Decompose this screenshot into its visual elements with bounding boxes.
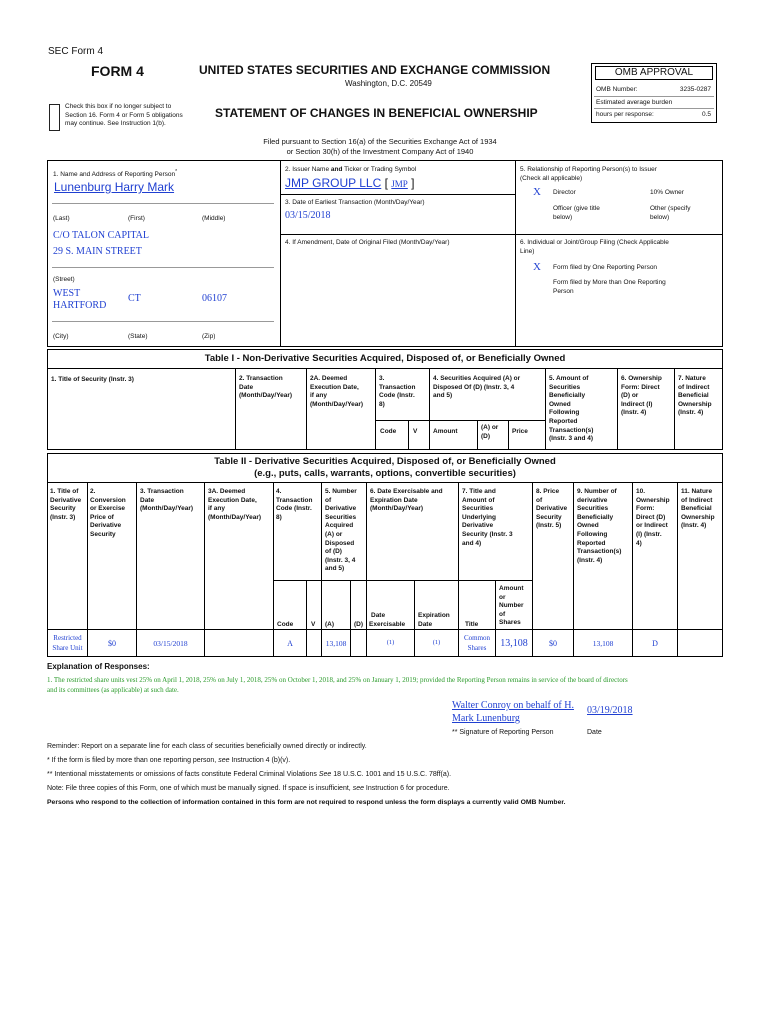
t1-code-header: Code [380,428,397,435]
t1-col2a-header: 2A. Deemed Execution Date, if any (Month/Day/Year) [310,375,364,408]
t2-sub-amount: Amount or Number of Shares [499,585,524,627]
ticker-symbol[interactable]: JMP [391,179,408,189]
box1-label: 1. Name and Address of Reporting Person* [53,169,178,179]
table-ii-title-1: Table II - Derivative Securities Acquired, Disposed of, or Beneficially Owned [214,456,556,467]
issuer-line: JMP GROUP LLC [ JMP ] [285,176,415,190]
street-label: (Street) [53,276,75,283]
statement-title: STATEMENT OF CHANGES IN BENEFICIAL OWNERSHIP [215,106,538,120]
one-person-label: Form filed by One Reporting Person [553,264,658,271]
t2-h4: 4. Transaction Code (Instr. 8) [276,488,313,521]
t2-sub-a: (A) [325,621,335,628]
explanation-footnote-1: 1. The restricted share units vest 25% on April 1, 2018, 25% on July 1, 2018, 25% on October 1, 2018, and 25% on January 1, 2019; provided the Reporting Person remains in service of the board of directors and its committees (as applicable) at such date. [47,676,628,694]
box4-label: 4. If Amendment, Date of Original Filed (Month/Day/Year) [285,239,450,246]
t1-col4-header: 4. Securities Acquired (A) or Disposed Of (D) (Instr. 3, 4 and 5) [433,375,521,400]
first-label: (First) [128,215,145,222]
t2-sub-title: Title [465,621,479,628]
box5-label-1: 5. Relationship of Reporting Person(s) to Issuer [520,166,657,173]
t1-aord-header: (A) or (D) [481,424,499,440]
omb-approval-title: OMB APPROVAL [595,66,713,80]
box6-label-1: 6. Individual or Joint/Group Filing (Check Applicable [520,239,669,246]
earliest-transaction-date: 03/15/2018 [285,210,331,221]
date-label: Date [587,729,602,736]
multi-person-label-1: Form filed by More than One Reporting [553,279,666,286]
table-ii-title-2: (e.g., puts, calls, warrants, options, convertible securities) [254,468,516,479]
t2-row-code: A [287,639,293,648]
t1-price-header: Price [512,428,528,435]
footnote-double-asterisk: ** Intentional misstatements or omissions of facts constitute Federal Criminal Violations See 18 U.S.C. 1001 and 15 U.S.C. 78ff(a). [47,771,452,778]
t2-h2: 2. Conversion or Exercise Price of Derivative Security [90,488,126,538]
filed-pursuant-line-2: or Section 30(h) of the Investment Company Act of 1940 [286,147,474,156]
box5-label-2: (Check all applicable) [520,175,583,182]
t2-h3a: 3A. Deemed Execution Date, if any (Month/Day/Year) [208,488,262,521]
director-check[interactable]: X [533,186,541,198]
commission-title: UNITED STATES SECURITIES AND EXCHANGE COMMISSION [199,63,551,77]
omb-hours-value: 0.5 [701,111,711,118]
t2-h11: 11. Nature of Indirect Beneficial Ownership (Instr. 4) [681,488,715,530]
t2-row-ownership-form: D [652,639,658,648]
omb-hours-label: hours per response: [596,111,654,118]
t2-sub-date-exercisable: Date Exercisable [369,612,406,628]
t2-h5: 5. Number of Derivative Securities Acquired (A) or Disposed of (D) (Instr. 3, 4 and 5) [325,488,357,573]
t1-col1-header: 1. Title of Security (Instr. 3) [51,376,134,383]
t1-col7-header: 7. Nature of Indirect Beneficial Ownership (Instr. 4) [678,375,712,417]
city-line-2: HARTFORD [53,300,107,311]
city-label: (City) [53,333,69,340]
t2-h3: 3. Transaction Date (Month/Day/Year) [140,488,194,513]
t2-row-acquired: 13,108 [325,639,347,648]
omb-burden-label: Estimated average burden [596,99,673,106]
form-title: FORM 4 [91,63,144,79]
address-line-2: 29 S. MAIN STREET [53,246,142,257]
box3-label: 3. Date of Earliest Transaction (Month/Day/Year) [285,199,425,206]
t2-row-exercisable[interactable]: (1) [386,639,395,646]
omb-notice: Persons who respond to the collection of information contained in this form are not required to respond unless the form displays a currently valid OMB Number. [47,799,566,806]
one-person-check[interactable]: X [533,261,541,273]
t2-row-title: Restricted Share Unit [52,634,83,652]
commission-location: Washington, D.C. 20549 [345,79,432,88]
zip-label: (Zip) [202,333,216,340]
t2-row-owned: 13,108 [592,639,614,648]
table-i-title: Table I - Non-Derivative Securities Acquired, Disposed of, or Beneficially Owned [204,353,566,364]
officer-label-1: Officer (give title [553,205,600,212]
signature-date: 03/19/2018 [587,705,633,716]
t2-row-expiration[interactable]: (1) [432,639,441,646]
box2-label: 2. Issuer Name and Ticker or Trading Symbol [285,166,417,173]
ten-percent-owner-label: 10% Owner [650,189,684,196]
t1-col3-header: 3. Transaction Code (Instr. 8) [379,375,416,408]
signature-name: Walter Conroy on behalf of H. Mark Lunenburg [452,700,574,724]
issuer-name[interactable]: JMP GROUP LLC [285,176,382,190]
filed-pursuant-line-1: Filed pursuant to Section 16(a) of the Securities Exchange Act of 1934 [263,137,497,146]
zip-value: 06107 [202,293,227,304]
t2-row-conversion: $0 [108,639,116,648]
city-line-1: WEST [53,288,81,299]
multi-person-label-2: Person [553,288,574,295]
footnote-single-asterisk: * If the form is filed by more than one reporting person, see Instruction 4 (b)(v). [47,757,291,764]
t1-col2-header: 2. Transaction Date (Month/Day/Year) [239,375,293,400]
t2-h9: 9. Number of derivative Securities Beneficially Owned Following Reported Transaction(s) (Instr. 4) [577,488,622,564]
t2-row-price: $0 [549,639,557,648]
t2-h6: 6. Date Exercisable and Expiration Date (Month/Day/Year) [370,488,443,513]
officer-label-2: below) [553,214,573,221]
director-label: Director [553,189,576,196]
t2-row-date: 03/15/2018 [153,639,188,648]
no-longer-subject-checkbox[interactable] [49,104,60,131]
omb-number-label: OMB Number: [596,86,638,93]
footnote-file-copies: Note: File three copies of this Form, one of which must be manually signed. If space is insufficient, see Instruction 6 for procedure. [47,785,450,792]
signature-label: ** Signature of Reporting Person [452,729,554,736]
t2-sub-d: (D) [354,621,364,628]
other-label-2: below) [650,214,670,221]
sec-form-label: SEC Form 4 [48,46,104,57]
explanation-title: Explanation of Responses: [47,662,150,671]
box6-label-2: Line) [520,248,535,255]
other-label-1: Other (specify [650,205,691,212]
t1-col6-header: 6. Ownership Form: Direct (D) or Indirect (I) (Instr. 4) [621,375,662,417]
t2-sub-code: Code [277,621,294,628]
t2-h10: 10. Ownership Form: Direct (D) or Indirect (I) (Instr. 4) [636,488,670,547]
t2-h7: 7. Title and Amount of Securities Underlying Derivative Security (Instr. 3 and 4) [462,488,513,547]
middle-label: (Middle) [202,215,226,222]
t2-row-underlying-amount: 13,108 [500,638,528,649]
t1-amount-header: Amount [433,428,458,435]
omb-approval-box [591,63,717,123]
t1-v-header: V [413,428,418,435]
address-line-1: C/O TALON CAPITAL [53,230,149,241]
t2-h1: 1. Title of Derivative Security (Instr. 3) [50,488,82,521]
t2-sub-v: V [311,621,316,628]
reporting-person-name[interactable]: Lunenburg Harry Mark [54,180,175,194]
t1-col5-header: 5. Amount of Securities Beneficially Owned Following Reported Transaction(s) (Instr. 3 and 4) [549,375,594,443]
last-label: (Last) [53,215,70,222]
checkbox-note: Check this box if no longer subject to Section 16. Form 4 or Form 5 obligations may continue. See Instruction 1(b). [65,103,183,128]
t2-sub-expiration: Expiration Date [418,612,450,628]
omb-number-value: 3235-0287 [679,86,711,93]
state-value: CT [128,293,141,304]
t2-row-underlying-title: Common Shares [463,634,491,652]
reminder-text: Reminder: Report on a separate line for each class of securities beneficially owned directly or indirectly. [47,743,367,750]
t2-h8: 8. Price of Derivative Security (Instr. 5) [536,488,568,530]
state-label: (State) [128,333,148,340]
